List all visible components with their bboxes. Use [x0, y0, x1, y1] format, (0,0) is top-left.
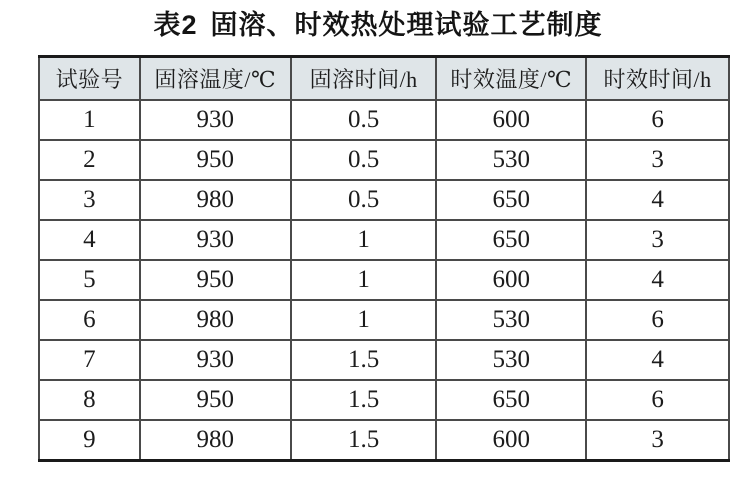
- col-header-solution-time: 固溶时间/h: [291, 57, 437, 101]
- cell-solution-temp: 930: [140, 220, 291, 260]
- table-row: [39, 420, 729, 461]
- cell-test-no: 1: [39, 100, 140, 140]
- col-header-test-no: 试验号: [39, 57, 140, 101]
- cell-solution-time: 0.5: [291, 180, 437, 220]
- table-title-text: 固溶、时效热处理试验工艺制度: [210, 10, 603, 40]
- cell-solution-time: 0.5: [291, 100, 437, 140]
- cell-test-no: 9: [39, 420, 140, 461]
- cell-aging-time: 4: [586, 260, 729, 300]
- table-caption: [0, 0, 756, 42]
- cell-solution-time: 1: [291, 260, 437, 300]
- table-row: [39, 260, 729, 300]
- heat-treatment-process-table: [38, 55, 730, 462]
- cell-aging-time: 6: [586, 100, 729, 140]
- cell-aging-time: 6: [586, 380, 729, 420]
- cell-test-no: 7: [39, 340, 140, 380]
- cell-aging-time: 3: [586, 140, 729, 180]
- cell-test-no: 5: [39, 260, 140, 300]
- table-row: [39, 100, 729, 140]
- cell-aging-time: 4: [586, 340, 729, 380]
- table-row: [39, 300, 729, 340]
- table-row: [39, 380, 729, 420]
- cell-aging-temp: 530: [436, 140, 586, 180]
- cell-aging-temp: 600: [436, 100, 586, 140]
- cell-aging-time: 3: [586, 420, 729, 461]
- table-row: [39, 220, 729, 260]
- cell-aging-time: 3: [586, 220, 729, 260]
- table-number: 表2: [153, 10, 198, 40]
- cell-solution-temp: 980: [140, 300, 291, 340]
- col-header-aging-temp: 时效温度/℃: [436, 57, 586, 101]
- cell-solution-temp: 980: [140, 420, 291, 461]
- table-row: [39, 140, 729, 180]
- cell-solution-temp: 950: [140, 260, 291, 300]
- cell-solution-temp: 950: [140, 140, 291, 180]
- cell-solution-temp: 930: [140, 340, 291, 380]
- cell-solution-temp: 980: [140, 180, 291, 220]
- cell-test-no: 8: [39, 380, 140, 420]
- cell-solution-time: 1: [291, 220, 437, 260]
- table-header-row: [39, 57, 729, 101]
- col-header-aging-time: 时效时间/h: [586, 57, 729, 101]
- cell-aging-temp: 600: [436, 420, 586, 461]
- cell-solution-time: 1: [291, 300, 437, 340]
- cell-aging-time: 4: [586, 180, 729, 220]
- cell-solution-time: 1.5: [291, 380, 437, 420]
- cell-aging-temp: 530: [436, 300, 586, 340]
- cell-solution-time: 1.5: [291, 420, 437, 461]
- col-header-solution-temp: 固溶温度/℃: [140, 57, 291, 101]
- cell-test-no: 3: [39, 180, 140, 220]
- cell-solution-time: 0.5: [291, 140, 437, 180]
- cell-solution-temp: 950: [140, 380, 291, 420]
- cell-aging-temp: 600: [436, 260, 586, 300]
- cell-aging-temp: 650: [436, 380, 586, 420]
- table-row: [39, 340, 729, 380]
- cell-solution-temp: 930: [140, 100, 291, 140]
- cell-aging-temp: 650: [436, 220, 586, 260]
- cell-solution-time: 1.5: [291, 340, 437, 380]
- cell-test-no: 4: [39, 220, 140, 260]
- cell-aging-temp: 650: [436, 180, 586, 220]
- cell-aging-temp: 530: [436, 340, 586, 380]
- cell-test-no: 6: [39, 300, 140, 340]
- cell-aging-time: 6: [586, 300, 729, 340]
- cell-test-no: 2: [39, 140, 140, 180]
- table-row: [39, 180, 729, 220]
